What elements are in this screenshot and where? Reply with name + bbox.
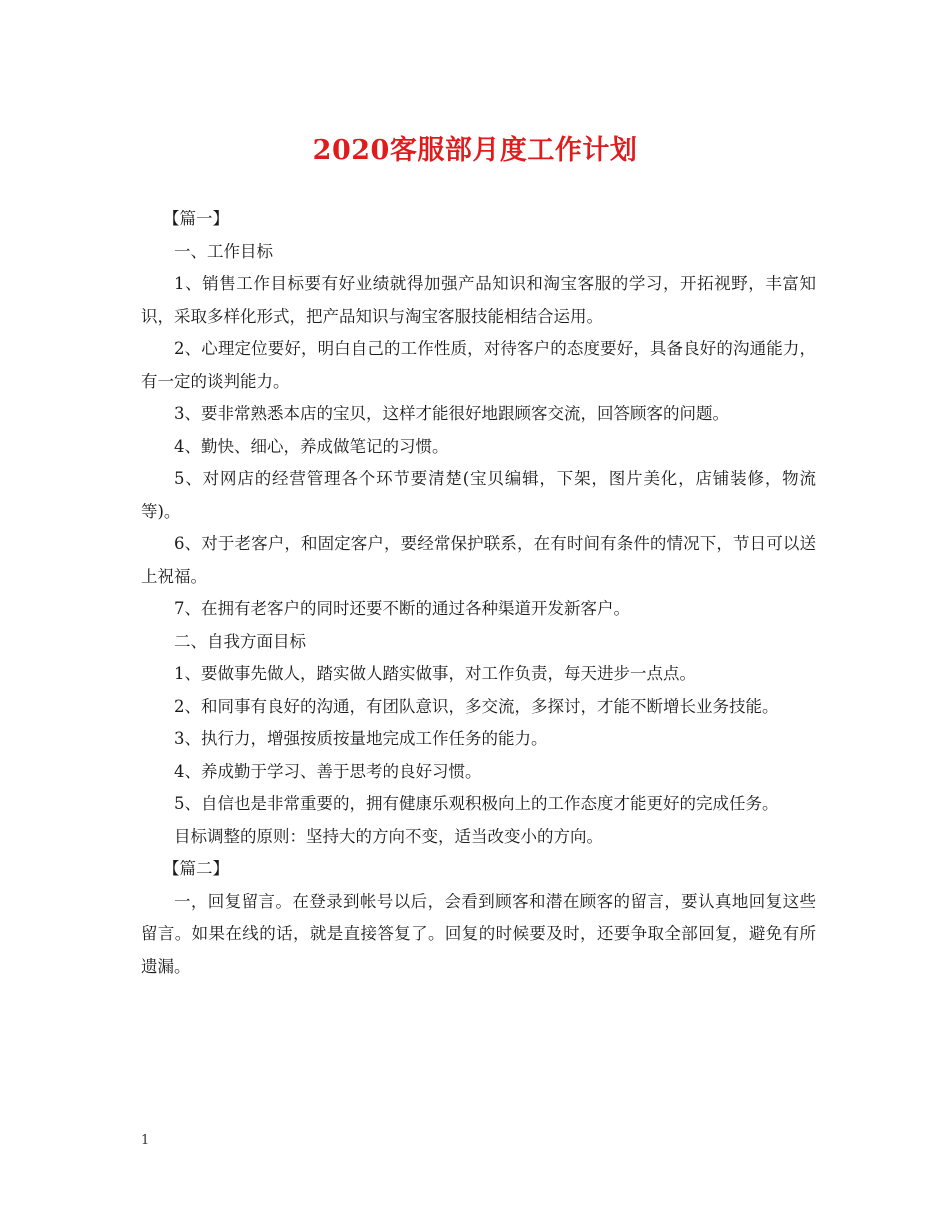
section-heading-part-1: 【篇一】 xyxy=(163,209,229,228)
paragraph: 目标调整的原则：坚持大的方向不变，适当改变小的方向。 xyxy=(174,826,603,846)
subheading-self-goals: 二、自我方面目标 xyxy=(174,631,306,651)
document-title: 2020客服部月度工作计划 xyxy=(312,135,638,166)
paragraph: 7、在拥有老客户的同时还要不断的通过各种渠道开发新客户。 xyxy=(174,599,630,618)
paragraph: 6、对于老客户，和固定客户，要经常保护联系，在有时间有条件的情况下，节日可以送上祝福。 xyxy=(141,534,816,586)
paragraph: 1、要做事先做人，踏实做人踏实做事，对工作负责，每天进步一点点。 xyxy=(174,664,696,683)
paragraph: 2、心理定位要好，明白自己的工作性质，对待客户的态度要好，具备良好的沟通能力，有一定的谈判能力。 xyxy=(141,339,816,391)
paragraph: 1、销售工作目标要有好业绩就得加强产品知识和淘宝客服的学习，开拓视野，丰富知识，采取多样化形式，把产品知识与淘宝客服技能相结合运用。 xyxy=(141,274,816,326)
paragraph: 一，回复留言。在登录到帐号以后，会看到顾客和潜在顾客的留言，要认真地回复这些留言。如果在线的话，就是直接答复了。回复的时候要及时，还要争取全部回复，避免有所遗漏。 xyxy=(141,891,816,976)
document-body xyxy=(141,203,816,983)
paragraph: 5、对网店的经营管理各个环节要清楚(宝贝编辑，下架，图片美化，店铺装修，物流等)。 xyxy=(141,469,816,521)
subheading-work-goals: 一、工作目标 xyxy=(174,241,273,261)
paragraph: 4、勤快、细心，养成做笔记的习惯。 xyxy=(174,436,449,456)
paragraph: 3、要非常熟悉本店的宝贝，这样才能很好地跟顾客交流，回答顾客的问题。 xyxy=(174,404,729,423)
page-number: 1 xyxy=(141,1133,150,1148)
paragraph: 3、执行力，增强按质按量地完成工作任务的能力。 xyxy=(174,729,548,748)
section-heading-part-2: 【篇二】 xyxy=(163,859,229,878)
paragraph: 4、养成勤于学习、善于思考的良好习惯。 xyxy=(174,761,482,781)
paragraph: 5、自信也是非常重要的，拥有健康乐观积极向上的工作态度才能更好的完成任务。 xyxy=(174,794,779,813)
paragraph: 2、和同事有良好的沟通，有团队意识，多交流，多探讨，才能不断增长业务技能。 xyxy=(174,696,779,716)
